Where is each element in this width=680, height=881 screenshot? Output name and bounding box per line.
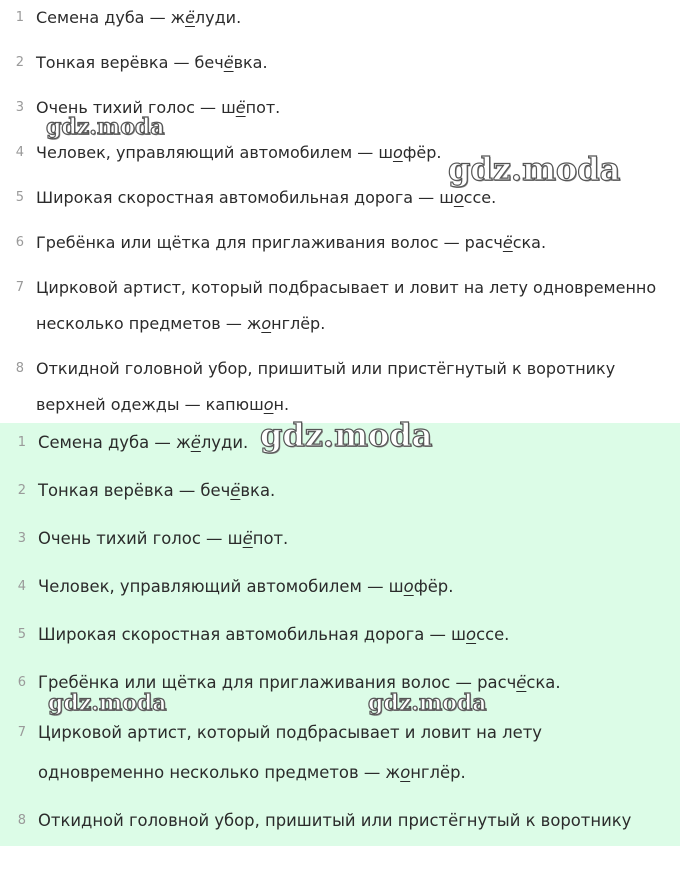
item-text: Откидной головной убор, пришитый или пристёгнутый к воротнику верхней одежды — капюшон. <box>36 359 616 414</box>
highlighted-letter: ё <box>185 8 195 27</box>
item-number: 2 <box>17 483 26 498</box>
highlighted-letter: ё <box>230 481 241 500</box>
item-text: Широкая скоростная автомобильная дорога — шоссе. <box>36 188 497 207</box>
item-number: 8 <box>15 361 24 376</box>
item-number: 3 <box>17 531 26 546</box>
item-number: 2 <box>15 55 24 70</box>
item-text: Гребёнка или щётка для приглаживания волос — расчёска. <box>38 673 561 692</box>
watermark: gdz.moda <box>48 690 167 716</box>
item-number: 1 <box>17 435 26 450</box>
highlighted-letter: ё <box>242 529 253 548</box>
item-number: 5 <box>15 190 24 205</box>
highlighted-letter: ё <box>190 433 201 452</box>
highlighted-letter: о <box>453 188 464 207</box>
item-number: 4 <box>17 579 26 594</box>
item-text: Человек, управляющий автомобилем — шофёр. <box>36 143 442 162</box>
highlighted-letter: о <box>403 577 414 596</box>
item-text: Цирковой артист, который подбрасывает и ловит на лету одновременно несколько предметов — жонглёр. <box>36 278 657 333</box>
item-text: Тонкая верёвка — бечёвка. <box>36 53 268 72</box>
item-number: 7 <box>15 280 24 295</box>
item-number: 5 <box>17 627 26 642</box>
highlighted-letter: о <box>400 763 411 782</box>
watermark: gdz.moda <box>260 416 433 454</box>
item-text: Очень тихий голос — шёпот. <box>38 529 289 548</box>
highlighted-letter: о <box>261 314 272 333</box>
answer-list-bottom <box>0 423 680 846</box>
highlighted-letter: ё <box>516 673 527 692</box>
item-text: Семена дуба — жёлуди. <box>36 8 242 27</box>
item-text: Откидной головной убор, пришитый или пристёгнутый к воротнику <box>38 811 632 830</box>
answer-list-top <box>0 0 680 420</box>
item-text: Гребёнка или щётка для приглаживания волос — расчёска. <box>36 233 547 252</box>
item-text: Тонкая верёвка — бечёвка. <box>38 481 276 500</box>
watermark: gdz.moda <box>448 150 621 188</box>
item-text: Широкая скоростная автомобильная дорога — шоссе. <box>38 625 510 644</box>
highlighted-letter: ё <box>235 98 246 117</box>
item-number: 1 <box>15 10 24 25</box>
item-text: Человек, управляющий автомобилем — шофёр. <box>38 577 454 596</box>
item-text: Цирковой артист, который подбрасывает и ловит на лету одновременно несколько предметов — жонглёр. <box>38 723 542 782</box>
item-number: 4 <box>15 145 24 160</box>
item-number: 6 <box>15 235 24 250</box>
highlighted-letter: о <box>392 143 403 162</box>
watermark: gdz.moda <box>368 690 487 716</box>
item-number: 6 <box>17 675 26 690</box>
highlighted-letter: ё <box>502 233 513 252</box>
item-text: Очень тихий голос — шёпот. <box>36 98 281 117</box>
item-number: 8 <box>17 813 26 828</box>
highlighted-letter: о <box>466 625 477 644</box>
item-number: 7 <box>17 725 26 740</box>
highlighted-letter: о <box>263 395 274 414</box>
item-text: Семена дуба — жёлуди. <box>38 433 249 452</box>
watermark: gdz.moda <box>46 114 165 140</box>
item-number: 3 <box>15 100 24 115</box>
highlighted-letter: ё <box>223 53 234 72</box>
